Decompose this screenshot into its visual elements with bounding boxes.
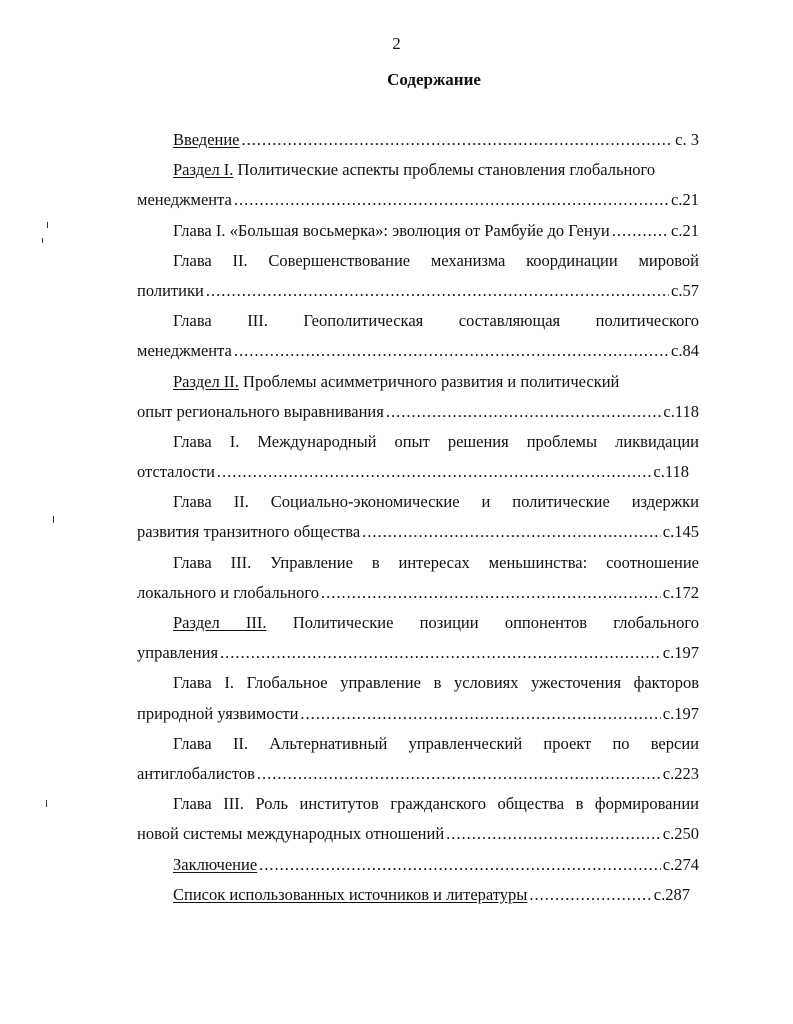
toc-entry-chapter-1-2[interactable] <box>137 246 699 306</box>
dot-leader <box>300 699 660 729</box>
dot-leader <box>206 276 669 306</box>
toc-entry-chapter-3-1[interactable] <box>137 668 699 728</box>
dot-leader <box>386 397 662 427</box>
toc-page-ref: с.223 <box>662 763 699 783</box>
toc-entry-chapter-2-3[interactable] <box>137 548 699 608</box>
scan-mark <box>47 222 48 228</box>
toc-entry-section-3[interactable] <box>137 608 699 668</box>
dot-leader <box>234 185 669 215</box>
toc-entry-bibliography[interactable] <box>137 880 699 910</box>
toc-page-ref: с.145 <box>662 522 699 542</box>
table-of-contents <box>137 125 699 910</box>
toc-page-ref: с.118 <box>663 401 699 421</box>
toc-entry-title: Глава II. Социально-экономические и политические издержки <box>173 492 699 512</box>
toc-entry-chapter-2-1[interactable] <box>137 427 699 487</box>
scan-mark <box>46 800 47 807</box>
toc-page-ref: с.21 <box>671 190 699 210</box>
toc-page-ref: с.118 <box>653 462 689 482</box>
toc-page-ref: с.57 <box>671 280 699 300</box>
toc-entry-introduction[interactable] <box>137 125 699 155</box>
toc-entry-title: Глава II. Совершенствование механизма координации мировой <box>173 250 699 270</box>
toc-page-ref: с. 3 <box>675 130 699 149</box>
toc-entry-continuation: антиглобалистов <box>137 763 255 783</box>
toc-entry-title: Глава I. «Большая восьмерка»: эволюция от Рамбуйе до Генуи <box>173 220 610 240</box>
dot-leader <box>257 759 661 789</box>
toc-entry-label[interactable]: Введение <box>173 130 240 149</box>
toc-section-prefix[interactable]: Раздел II. <box>173 371 239 391</box>
toc-entry-continuation: локального и глобального <box>137 582 319 602</box>
scan-mark <box>53 516 54 523</box>
toc-entry-section-1[interactable] <box>137 155 699 215</box>
toc-page-ref: с.287 <box>653 884 690 904</box>
toc-entry-chapter-1-1[interactable] <box>137 216 699 246</box>
toc-entry-continuation: менеджмента <box>137 341 232 361</box>
dot-leader <box>259 850 661 880</box>
toc-entry-title: Проблемы асимметричного развития и политический <box>243 371 620 391</box>
dot-leader <box>321 578 661 608</box>
toc-entry-continuation: природной уязвимости <box>137 703 299 723</box>
page-number: 2 <box>392 34 401 53</box>
dot-leader <box>242 125 674 155</box>
dot-leader <box>234 336 669 366</box>
toc-page-ref: с.250 <box>662 824 699 844</box>
toc-entry-label[interactable]: Заключение <box>173 854 258 874</box>
toc-entry-title: Глава III. Роль институтов гражданского общества в формировании <box>173 794 699 814</box>
toc-entry-chapter-3-3[interactable] <box>137 789 699 849</box>
toc-entry-continuation: политики <box>137 280 204 300</box>
toc-entry-continuation: менеджмента <box>137 190 232 210</box>
toc-entry-title: Глава III. Геополитическая составляющая политического <box>173 311 699 331</box>
toc-entry-chapter-2-2[interactable] <box>137 487 699 547</box>
page-title: Содержание <box>387 70 481 89</box>
toc-entry-section-2[interactable] <box>137 367 699 427</box>
toc-page-ref: с.84 <box>671 341 699 361</box>
toc-entry-chapter-1-3[interactable] <box>137 306 699 366</box>
toc-section-prefix[interactable]: Раздел I. <box>173 160 234 180</box>
toc-entry-continuation: управления <box>137 643 219 663</box>
toc-entry-title: Глава I. Международный опыт решения проблемы ликвидации <box>173 431 699 451</box>
toc-page-ref: с.274 <box>662 854 699 874</box>
toc-page-ref: с.197 <box>662 703 699 723</box>
toc-entry-continuation: отсталости <box>137 462 215 482</box>
dot-leader <box>446 819 661 849</box>
toc-entry-title: Политические аспекты проблемы становления глобального <box>237 160 656 180</box>
toc-section-prefix[interactable]: Раздел III. <box>173 613 267 632</box>
toc-page-ref: с.197 <box>662 643 699 663</box>
toc-entry-title: Глава I. Глобальное управление в условиях ужесточения факторов <box>173 673 699 693</box>
dot-leader <box>220 638 661 668</box>
toc-entry-title: Глава III. Управление в интересах меньшинства: соотношение <box>173 552 699 572</box>
toc-entry-continuation: опыт регионального выравнивания <box>137 401 384 421</box>
toc-entry-title: Глава II. Альтернативный управленческий проект по версии <box>173 733 699 753</box>
dot-leader <box>362 517 661 547</box>
toc-page-ref: с.21 <box>671 220 699 240</box>
scan-mark <box>42 238 43 243</box>
dot-leader <box>217 457 651 487</box>
toc-entry-continuation: развития транзитного общества <box>137 522 361 542</box>
toc-entry-chapter-3-2[interactable] <box>137 729 699 789</box>
dot-leader <box>612 216 669 246</box>
dot-leader <box>529 880 651 910</box>
toc-entry-label[interactable]: Список использованных источников и литературы <box>173 884 528 904</box>
toc-entry-continuation: новой системы международных отношений <box>137 824 445 844</box>
toc-page-ref: с.172 <box>662 582 699 602</box>
toc-entry-conclusion[interactable] <box>137 850 699 880</box>
toc-entry-title: Политические позиции оппонентов глобального <box>292 613 699 632</box>
